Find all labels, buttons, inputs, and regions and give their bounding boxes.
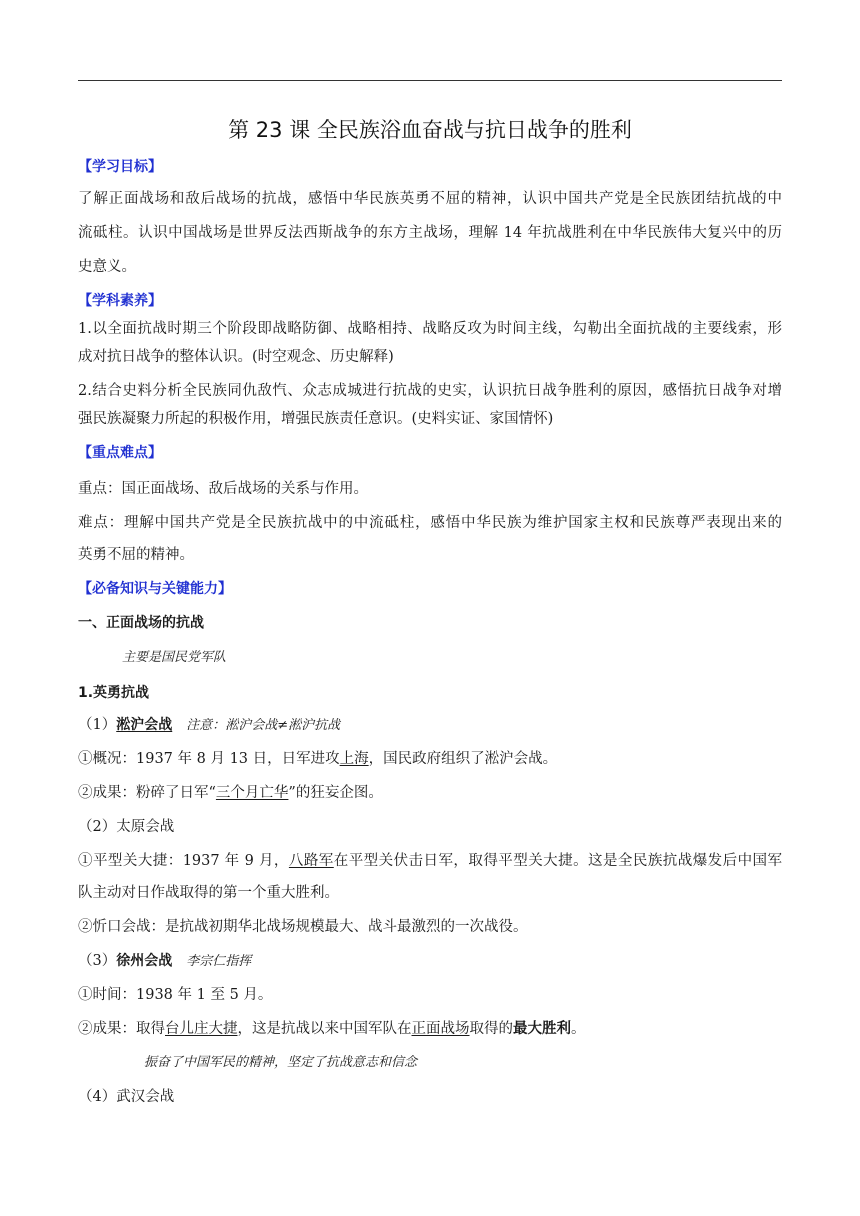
taiyuan-p1-eighth-route: 八路军 [288, 853, 334, 869]
xuzhou-note: 李宗仁指挥 [186, 954, 252, 969]
taiyuan-point-2: ②忻口会战：是抗战初期华北战场规模最大、战斗最激烈的一次战役。 [78, 919, 528, 935]
key-points-heading: 【重点难点】 [78, 445, 162, 461]
songhu-result-underlined: 三个月亡华 [215, 785, 289, 801]
songhu-heading [78, 716, 782, 735]
literacy-heading: 【学科素养】 [78, 293, 162, 309]
songhu-overview-shanghai: 上海 [339, 751, 369, 767]
xuzhou-result-end: 。 [571, 1021, 586, 1037]
xuzhou-note-2: 振奋了中国军民的精神，坚定了抗战意志和信念 [144, 1055, 418, 1070]
knowledge-heading: 【必备知识与关键能力】 [78, 581, 232, 597]
page-title: 第 23 课 全民族浴血奋战与抗日战争的胜利 [228, 118, 632, 142]
xuzhou-result-taierzhuang: 台儿庄大捷 [165, 1021, 238, 1037]
subsection-1-title: 1.英勇抗战 [78, 685, 150, 701]
taiyuan-heading: （2）太原会战 [78, 819, 175, 835]
goals-line-2: 流砥柱。认识中国战场是世界反法西斯战争的东方主战场，理解 14 年抗战胜利在中华民族伟大复兴中的历 [78, 225, 782, 241]
taiyuan-p1-end: 在平型关伏击日军，取得平型关大捷。这是全民族抗战爆发后中国军 [333, 853, 782, 869]
xuzhou-result-mid: ，这是抗战以来中国军队在 [237, 1021, 412, 1037]
songhu-result [78, 784, 782, 802]
key-point-difficulty-1: 难点：理解中国共产党是全民族抗战中的中流砥柱，感悟中华民族为维护国家主权和民族尊严表现出来的 [78, 515, 782, 531]
taiyuan-point-1 [78, 852, 782, 870]
section-1-note: 主要是国民党军队 [122, 650, 227, 665]
songhu-note: 注意：淞沪会战≠淞沪抗战 [186, 718, 341, 733]
xuzhou-result [78, 1020, 782, 1038]
xuzhou-result-biggest: 最大胜利 [513, 1020, 571, 1037]
taiyuan-p1-text: ①平型关大捷：1937 年 9 月， [78, 853, 289, 869]
songhu-name: 淞沪会战 [116, 717, 173, 733]
section-1-title: 一、正面战场的抗战 [78, 615, 204, 631]
literacy-line-1: 1.以全面抗战时期三个阶段即战略防御、战略相持、战略反攻为时间主线，勾勒出全面抗战的主要线索，形 [78, 321, 782, 337]
xuzhou-prefix: （3） [78, 953, 117, 969]
literacy-line-2: 成对抗日战争的整体认识。(时空观念、历史解释) [78, 349, 394, 365]
songhu-result-end: ”的狂妄企图。 [288, 785, 383, 801]
goals-line-1: 了解正面战场和敌后战场的抗战，感悟中华民族英勇不屈的精神，认识中国共产党是全民族团结抗战的中 [78, 191, 782, 207]
xuzhou-name: 徐州会战 [116, 953, 173, 969]
songhu-overview-text: ①概况：1937 年 8 月 13 日，日军进攻 [78, 751, 340, 767]
xuzhou-result-text: ②成果：取得 [78, 1021, 165, 1037]
songhu-prefix: （1） [78, 717, 117, 733]
xuzhou-time: ①时间：1938 年 1 至 5 月。 [78, 987, 273, 1003]
wuhan-heading: （4）武汉会战 [78, 1089, 175, 1105]
goals-heading: 【学习目标】 [78, 159, 162, 175]
xuzhou-heading [78, 952, 782, 971]
taiyuan-point-1-cont: 队主动对日作战取得的第一个重大胜利。 [78, 885, 339, 901]
literacy-line-4: 强民族凝聚力所起的积极作用，增强民族责任意识。(史料实证、家国情怀) [78, 411, 554, 427]
songhu-result-text: ②成果：粉碎了日军“ [78, 785, 216, 801]
xuzhou-result-mid2: 取得的 [469, 1021, 513, 1037]
header-rule [78, 80, 782, 81]
key-point-focus: 重点：国正面战场、敌后战场的关系与作用。 [78, 481, 368, 497]
songhu-overview [78, 750, 782, 768]
literacy-line-3: 2.结合史料分析全民族同仇敌忾、众志成城进行抗战的史实，认识抗日战争胜利的原因，感悟抗日战争对增 [78, 383, 782, 399]
key-point-difficulty-2: 英勇不屈的精神。 [78, 547, 194, 563]
goals-line-3: 史意义。 [78, 259, 136, 275]
xuzhou-result-front: 正面战场 [411, 1021, 470, 1037]
songhu-overview-end: ，国民政府组织了淞沪会战。 [368, 751, 558, 767]
